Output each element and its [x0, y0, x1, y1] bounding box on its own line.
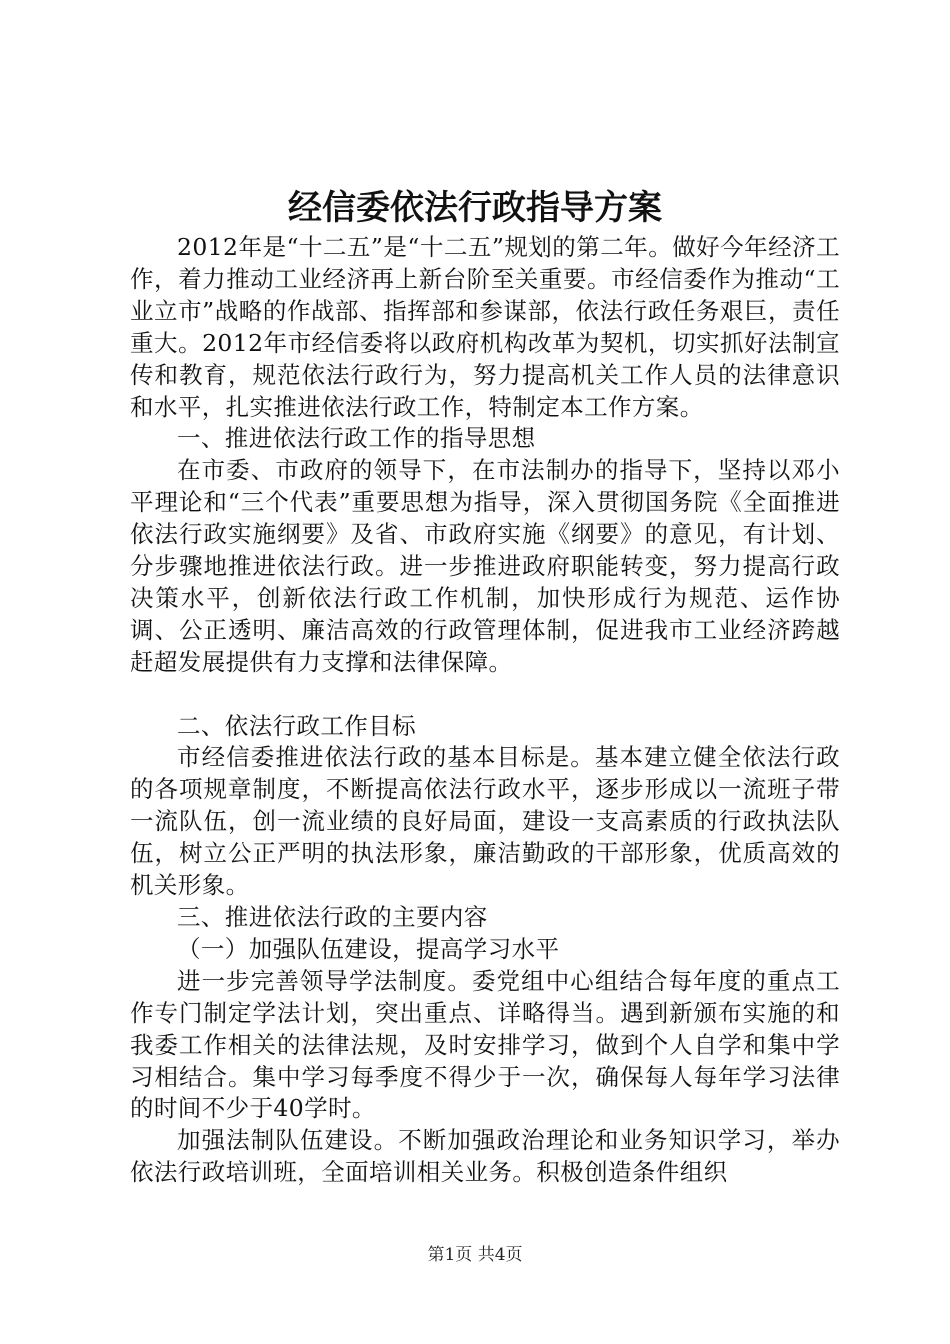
subsection-heading-1: （一）加强队伍建设，提高学习水平 — [177, 934, 560, 963]
guiding-ideology-paragraph: 在市委、市政府的领导下，在市法制办的指导下，坚持以邓小平理论和“三个代表”重要思想为指导，深入贯彻国务院《全面推进依法行政实施纲要》及省、市政府实施《纲要》的意见，有计划、分步骤地推进依法行政。进一步推进政府职能转变，努力提高行政决策水平，创新依法行政工作机制，加快形成行为规范、运作协调、公正透明、廉洁高效的行政管理体制，促进我市工业经济跨越赶超发展提供有力支撑和法律保障。 — [130, 456, 840, 676]
document-body — [130, 232, 840, 1189]
work-goals-paragraph: 市经信委推进依法行政的基本目标是。基本建立健全依法行政的各项规章制度，不断提高依法行政水平，逐步形成以一流班子带一流队伍，创一流业绩的良好局面，建设一支高素质的行政执法队伍，树立公正严明的执法形象，廉洁勤政的干部形象，优质高效的机关形象。 — [130, 743, 840, 900]
intro-paragraph: 2012年是“十二五”是“十二五”规划的第二年。做好今年经济工作，着力推动工业经济再上新台阶至关重要。市经信委作为推动“工业立市”战略的作战部、指挥部和参谋部，依法行政任务艰巨，责任重大。2012年市经信委将以政府机构改革为契机，切实抓好法制宣传和教育，规范依法行政行为，努力提高机关工作人员的法律意识和水平，扎实推进依法行政工作，特制定本工作方案。 — [130, 233, 840, 421]
section-heading-2: 二、依法行政工作目标 — [177, 711, 416, 740]
blank-line — [130, 679, 840, 711]
leadership-study-paragraph: 进一步完善领导学法制度。委党组中心组结合每年度的重点工作专门制定学法计划，突出重点、详略得当。遇到新颁布实施的和我委工作相关的法律法规，及时安排学习，做到个人自学和集中学习相结合。集中学习每季度不得少于一次，确保每人每年学习法律的时间不少于40学时。 — [130, 966, 840, 1123]
section-heading-1: 一、推进依法行政工作的指导思想 — [177, 424, 536, 453]
page-footer: 第1页 共4页 — [427, 1245, 523, 1265]
document-title: 经信委依法行政指导方案 — [288, 188, 662, 228]
section-heading-3: 三、推进依法行政的主要内容 — [177, 903, 488, 932]
legal-team-paragraph: 加强法制队伍建设。不断加强政治理论和业务知识学习，举办依法行政培训班，全面培训相关业务。积极创造条件组织 — [130, 1126, 840, 1187]
